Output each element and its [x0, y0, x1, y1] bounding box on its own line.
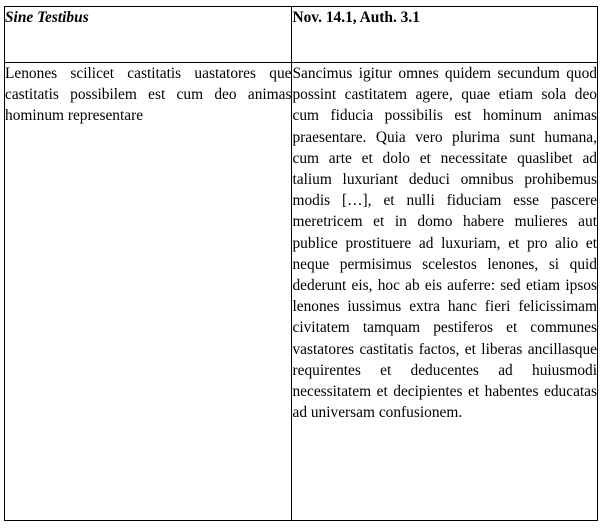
left-text-cell [5, 63, 292, 521]
header-novella-reference: Nov. 14.1, Auth. 3.1 [292, 7, 598, 63]
comparison-table [4, 6, 598, 521]
novella-passage: Sancimus igitur omnes quidem secundum quod possint castitatem agere, quae etiam sola deo cum fiducia possibilis est hominum animas praesentare. Quia vero plurima sunt humana, cum arte et dolo et necessitate quaslibet ad talium luxuriant deduci omnibus prohibemus modis […], et nulli fiduciam esse pascere meretricem et in domo habere mulieres aut publice prostituere ad luxuriam, et pro alio et neque permisimus scelestos lenones, si quid dederunt eis, hoc ab eis auferre: sed etiam ipsos lenones iussimus extra hanc fieri felicissimam civitatem tamquam pestiferos et communes vastatores castitatis factos, et liberas ancillasque requirentes et deducentes ad huiusmodi necessitatem et decipientes et habentes educatas ad universam confusionem. [292, 65, 597, 422]
sine-testibus-passage: Lenones scilicet castitatis uastatores que castitatis possibilem est cum deo animas hominum representare [5, 65, 292, 125]
table-header-row [5, 7, 598, 63]
right-text-cell [292, 63, 598, 521]
table-row [5, 63, 598, 521]
header-sine-testibus: Sine Testibus [5, 7, 292, 63]
